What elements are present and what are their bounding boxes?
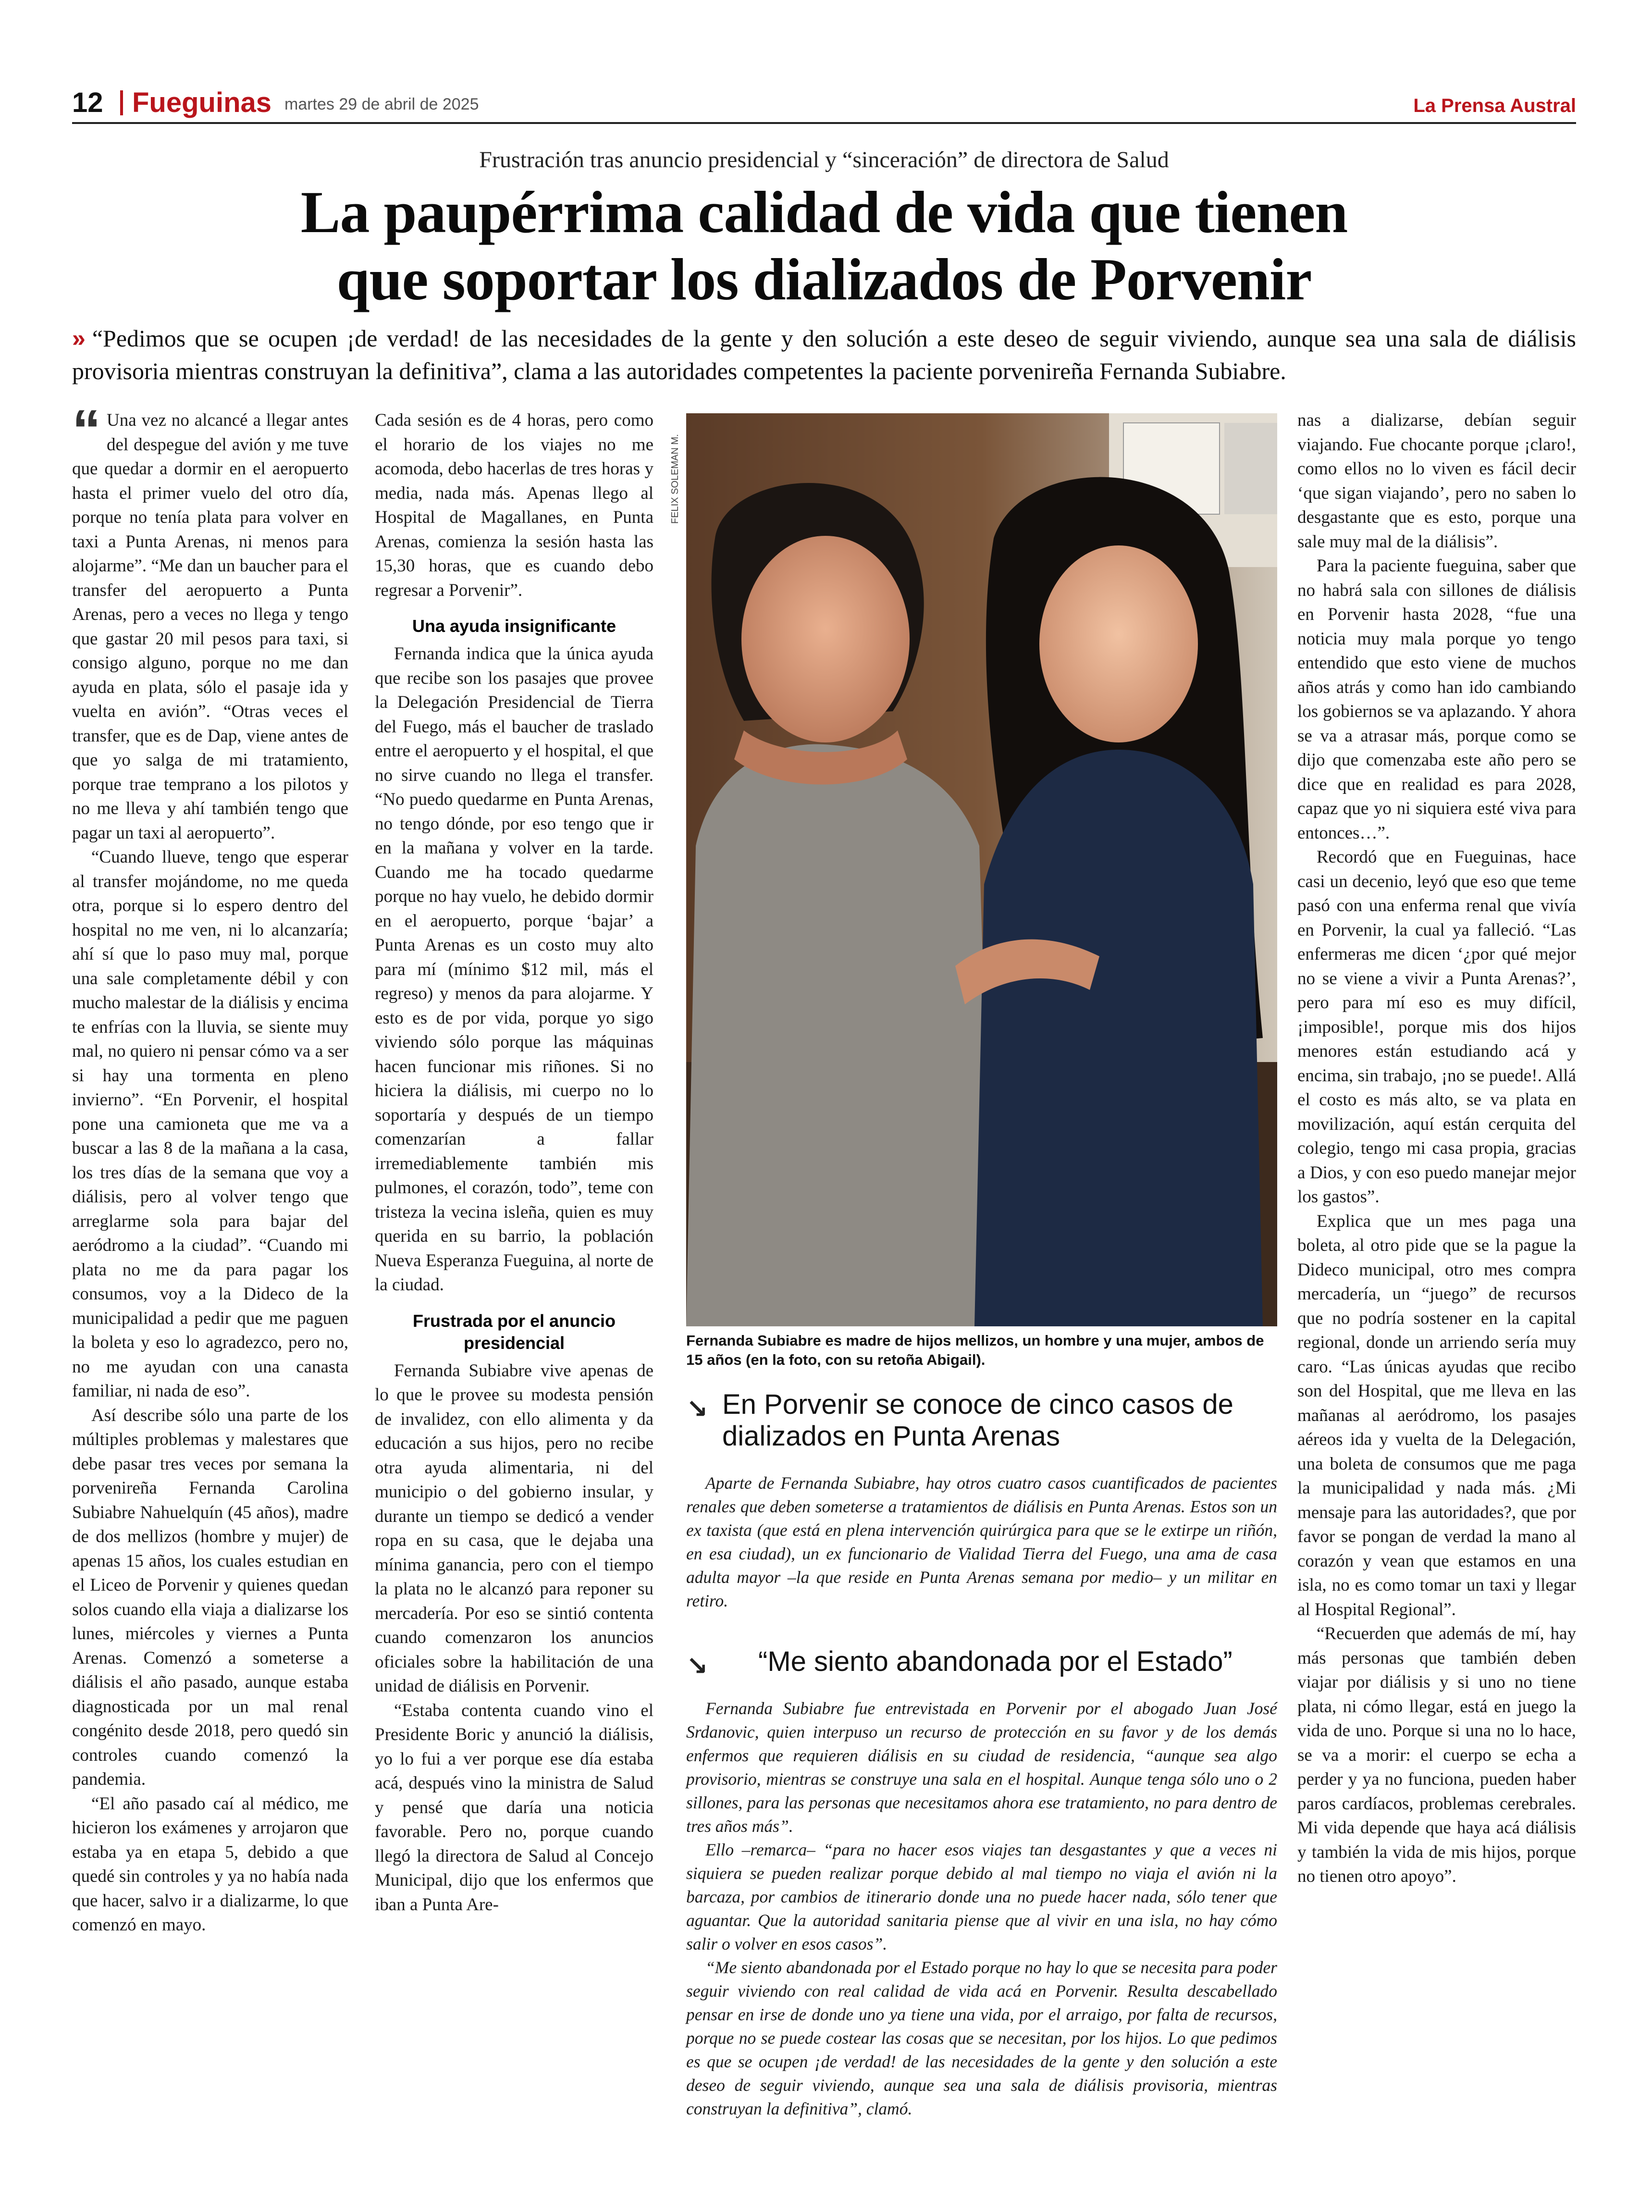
header-rule bbox=[72, 122, 1576, 124]
paragraph: Fernanda indica que la única ayuda que recibe son los pasajes que provee la Delegación Presidencial de Tierra del Fuego, más el baucher de traslado entre el aeropuerto y el hospital, el que no sirve cuando no llega el transfer. “No puedo quedarme en Punta Arenas, no tengo dónde, por eso tengo que ir en la mañana y volver en la tarde. Cuando me ha tocado quedarme porque no hay vuelo, he debido dormir en el aeropuerto, porque ‘bajar’ a Punta Arenas es un costo muy alto para mí (mínimo $12 mil, más el regreso) y menos da para alojarme. Y esto es de por vida, porque yo sigo viviendo sólo porque las máquinas hacen funcionar mis riñones. Si no hiciera la diálisis, mi cuerpo no lo soportaría y después de un tiempo comenzarían a fallar irremediablemente también mis pulmones, el corazón, todo”, teme con tristeza la vecina isleña, quien es muy querida en su barrio, la población Nueva Esperanza Fueguina, al norte de la ciudad. bbox=[375, 644, 653, 1295]
lead-paragraph bbox=[72, 322, 1576, 387]
open-quote-icon: “ bbox=[72, 398, 101, 462]
paragraph bbox=[72, 398, 348, 845]
headline bbox=[72, 179, 1576, 313]
column-5 bbox=[1297, 408, 1576, 1889]
issue-date: martes 29 de abril de 2025 bbox=[284, 95, 479, 113]
paragraph: “Cuando llueve, tengo que esperar al transfer mojándome, no me queda otra, porque si lo espero dentro del hospital no me ven, ni lo alcanzaría; ahí sí que lo paso muy mal, porque una sale completamente débil y con mucho malestar de la diálisis y encima te enfrías con la lluvia, se siente muy mal, no quiero ni pensar cómo va a ser si hay una tormenta en pleno invierno”. “En Porvenir, el hospital pone una camioneta que me va a buscar a las 8 de la mañana a la casa, los tres días de la semana que voy a diálisis, pero al volver tengo que arreglarme sola para bajar del aeródromo a la ciudad”. “Cuando mi plata no me da para pagar los consumos, voy a la Dideco de la municipalidad a pedir que me paguen la boleta y eso lo agradezco, pero no, no me ayudan con una canasta familiar, ni nada de eso”. bbox=[72, 847, 348, 1401]
paragraph: Fernanda Subiabre vive apenas de lo que le provee su modesta pensión de invalidez, con ello alimenta y da educación a sus hijos, pero no recibe otra ayuda alimentaria, ni del municipio o del gobierno insular, y durante un tiempo se dedicó a vender ropa en su casa, que le dejaba una mínima ganancia, pero con el tiempo la plata no le alcanzó para reponer su mercadería. Por eso se sintió contenta cuando comenzaron los anuncios oficiales sobre la habilitación de una unidad de diálisis en Porvenir. bbox=[375, 1360, 653, 1696]
photo-credit: FELIX SOLEMAN M. bbox=[670, 434, 680, 524]
subheading: Una ayuda insignificante bbox=[412, 616, 616, 636]
article-photo bbox=[686, 413, 1277, 1326]
sidebar-box-abandoned bbox=[686, 1646, 1277, 2121]
arrow-down-right-icon: ↘ bbox=[686, 1651, 708, 1681]
box-body bbox=[686, 1471, 1277, 1613]
paragraph: “Estaba contenta cuando vino el Presidente Boric y anunció la diálisis, yo lo fui a ver porque ese día estaba acá, después vino la ministra de Salud y pensé que daría una noticia favorable. Pero no, porque cuando llegó la directora de Salud al Concejo Municipal, dijo que los enfermos que iban a Punta Are- bbox=[375, 1700, 653, 1915]
box-title: “Me siento abandonada por el Estado” bbox=[758, 1646, 1233, 1677]
subheading: Frustrada por el anuncio presidencial bbox=[412, 1310, 616, 1353]
paragraph: Ello –remarca– “para no hacer esos viajes tan desgastantes y que a veces ni siquiera se pueden realizar porque debido al mal tiempo no viaja el avión ni la barcaza, por cambios de itinerario donde una no puede hacer nada, sólo tener que aguantar. Que la autoridad sanitaria piense que al vivir en una isla, no hay cómo salir o volver en esos casos”. bbox=[686, 1840, 1277, 1953]
paragraph: Explica que un mes paga una boleta, al otro pide que se la pague la Dideco municipal, otro mes compra mercadería, un “juego” de recursos que no podría sostener en la capital regional, donde un arriendo sería muy caro. “Las únicas ayudas que recibo son del Hospital, que me lleva en las mañanas al aeródromo, los pasajes aéreos ida y vuelta de la Delegación, una boleta de consumos que me paga la municipalidad y nada más. ¿Mi mensaje para las autoridades?, que por favor se pongan de verdad la mano al corazón y vean que estamos en una isla, no es como tomar un taxi y llegar al Hospital Regional”. bbox=[1297, 1211, 1576, 1619]
box-title: En Porvenir se conoce de cinco casos de dializados en Punta Arenas bbox=[722, 1389, 1233, 1452]
lead-text: “Pedimos que se ocupen ¡de verdad! de las necesidades de la gente y den solución a este deseo de seguir viviendo, aunque sea una sala de diálisis provisoria mientras construyan la definitiva”, clama a las autoridades competentes la paciente porvenireña Fernanda Subiabre. bbox=[72, 325, 1576, 384]
photo-illustration bbox=[686, 413, 1277, 1326]
kicker: Frustración tras anuncio presidencial y “sinceración” de directora de Salud bbox=[479, 147, 1169, 173]
double-chevron-icon: » bbox=[72, 325, 86, 352]
paragraph: Así describe sólo una parte de los múltiples problemas y malestares que debe pasar tres veces por semana la porvenireña Fernanda Carolina Subiabre Nahuelquín (45 años), madre de dos mellizos (hombre y mujer) de apenas 15 años, los cuales estudian en el Liceo de Porvenir y quienes quedan solos cuando ella viaja a dializarse los lunes, miércoles y viernes a Punta Arenas. Comenzó a someterse a diálisis el año pasado, aunque estaba diagnosticada por un mal renal congénito desde 2018, pero quedó sin controles cuando comenzó la pandemia. bbox=[72, 1405, 348, 1789]
header-divider bbox=[120, 90, 123, 115]
section-name: Fueguinas bbox=[132, 87, 272, 118]
paragraph: “El año pasado caí al médico, me hicieron los exámenes y arrojaron que estaba ya en etapa 5, debido a que quedé sin controles y ya no había nada que hacer, salvo ir a dializarme, lo que comenzó en mayo. bbox=[72, 1793, 348, 1935]
paragraph: nas a dializarse, debían seguir viajando. Fue chocante porque ¡claro!, como ellos no lo viven es fácil decir ‘que sigan viajando’, pero no saben lo desgastante que es esto, porque una sale muy mal de la diálisis”. bbox=[1297, 410, 1576, 552]
column-2 bbox=[375, 408, 653, 1917]
paragraph: Aparte de Fernanda Subiabre, hay otros cuatro casos cuantificados de pacientes renales que deben someterse a tratamientos de diálisis en Punta Arenas. Estos son un ex taxista (que está en plena intervención quirúrgica para que se le extirpe un riñón, en esa ciudad), un ex funcionario de Vialidad Tierra del Fuego, una ama de casa adulta mayor –la que reside en Punta Arenas semana por medio– y un militar en retiro. bbox=[686, 1473, 1277, 1610]
paragraph: Cada sesión es de 4 horas, pero como el horario de los viajes no me acomoda, debo hacerlas de tres horas y media, nada más. Apenas llego al Hospital de Magallanes, en Punta Arenas, comienza la sesión hasta las 15,30 horas, que es cuando debo regresar a Porvenir”. bbox=[375, 410, 653, 600]
sidebar-box-cases bbox=[686, 1389, 1277, 1613]
photo-caption: Fernanda Subiabre es madre de hijos mellizos, un hombre y una mujer, ambos de 15 años (en la foto, con su retoña Abigail). bbox=[686, 1332, 1264, 1368]
page-header bbox=[72, 87, 1576, 125]
arrow-down-right-icon: ↘ bbox=[686, 1394, 708, 1424]
page-number: 12 bbox=[72, 87, 103, 118]
paragraph-text: Una vez no alcancé a llegar antes del despegue del avión y me tuve que quedar a dormir en el aeropuerto hasta el primer vuelo del otro día, porque no tenía plata para volver en taxi a Punta Arenas, ni menos para alojarme”. “Me dan un baucher para el transfer del aeropuerto a Punta Arenas, pero a veces no llega y tengo que gastar 20 mil pesos para taxi, si consigo alguno, porque no me dan ayuda en plata, sólo el pasaje ida y vuelta en avión”. “Otras veces el transfer, que es de Dap, viene antes de que yo salga de mi tratamiento, porque trae temprano a los pilotos y no me lleva y ahí también tengo que pagar un taxi al aeropuerto”. bbox=[72, 410, 348, 843]
column-1 bbox=[72, 398, 348, 1938]
headline-line-1: La paupérrima calidad de vida que tienen bbox=[300, 179, 1348, 245]
paragraph: “Recuerden que además de mí, hay más personas que también deben viajar por diálisis y si uno no tiene plata, ni cómo llegar, está en juego la vida de uno. Porque si una no lo hace, se va a morir: el cuerpo se echa a perder y ya no funciona, pueden haber paros cardíacos, problemas cerebrales. Mi vida depende que haya acá diálisis y también la vida de mis hijos, porque no tienen otro apoyo”. bbox=[1297, 1624, 1576, 1886]
paragraph: Fernanda Subiabre fue entrevistada en Porvenir por el abogado Juan José Srdanovic, quien interpuso un recurso de protección en su favor y de los demás enfermos que requieren diálisis en su ciudad de residencia, “aunque sea algo provisorio, mientras se construye una sala en el hospital. Aunque tenga sólo uno o 2 sillones, para las personas que necesitamos ahora ese tratamiento, no para dentro de tres años más”. bbox=[686, 1699, 1277, 1836]
headline-line-2: que soportar los dializados de Porvenir bbox=[336, 247, 1312, 312]
box-body bbox=[686, 1697, 1277, 2121]
paragraph: Recordó que en Fueguinas, hace casi un decenio, leyó que eso que teme pasó con una enferma renal que vivía en Porvenir, la cual ya falleció. “Las enfermeras me dicen ‘¿por qué mejor no se viene a vivir a Punta Arenas?’, pero para mí eso es muy difícil, ¡imposible!, porque mis dos hijos menores están estudiando acá y encima, sin trabajo, ¡no se puede!. Allá el costo es más alto, se va plata en movilización, aquí están cerquita del colegio, tengo mi casa propia, gracias a Dios, y con eso puedo manejar mejor los gastos”. bbox=[1297, 847, 1576, 1207]
newspaper-name: La Prensa Austral bbox=[1413, 95, 1576, 116]
paragraph: “Me siento abandonada por el Estado porque no hay lo que se necesita para poder seguir viviendo con real calidad de vida acá en Porvenir. Resulta descabellado pensar en irse de donde uno ya tiene una vida, por el arraigo, por falta de recursos, porque no se puede costear las cosas que se necesitan, por los hijos. Lo que pedimos es que se ocupen ¡de verdad! de las necesidades de la gente y den solución a este deseo de seguir viviendo, aunque sea una sala de diálisis provisoria, mientras construyan la definitiva”, clamó. bbox=[686, 1958, 1277, 2118]
paragraph: Para la paciente fueguina, saber que no habrá sala con sillones de diálisis en Porvenir hasta 2028, “fue una noticia muy mala porque yo tengo entendido que esto viene de muchos años atrás y como han ido cambiando los gobiernos se va aplazando. Y ahora se va a atrasar más, porque como se dijo que comenzaba este año pero se dice que en realidad es para 2028, capaz que yo ni siquiera esté viva para entonces…”. bbox=[1297, 556, 1576, 843]
